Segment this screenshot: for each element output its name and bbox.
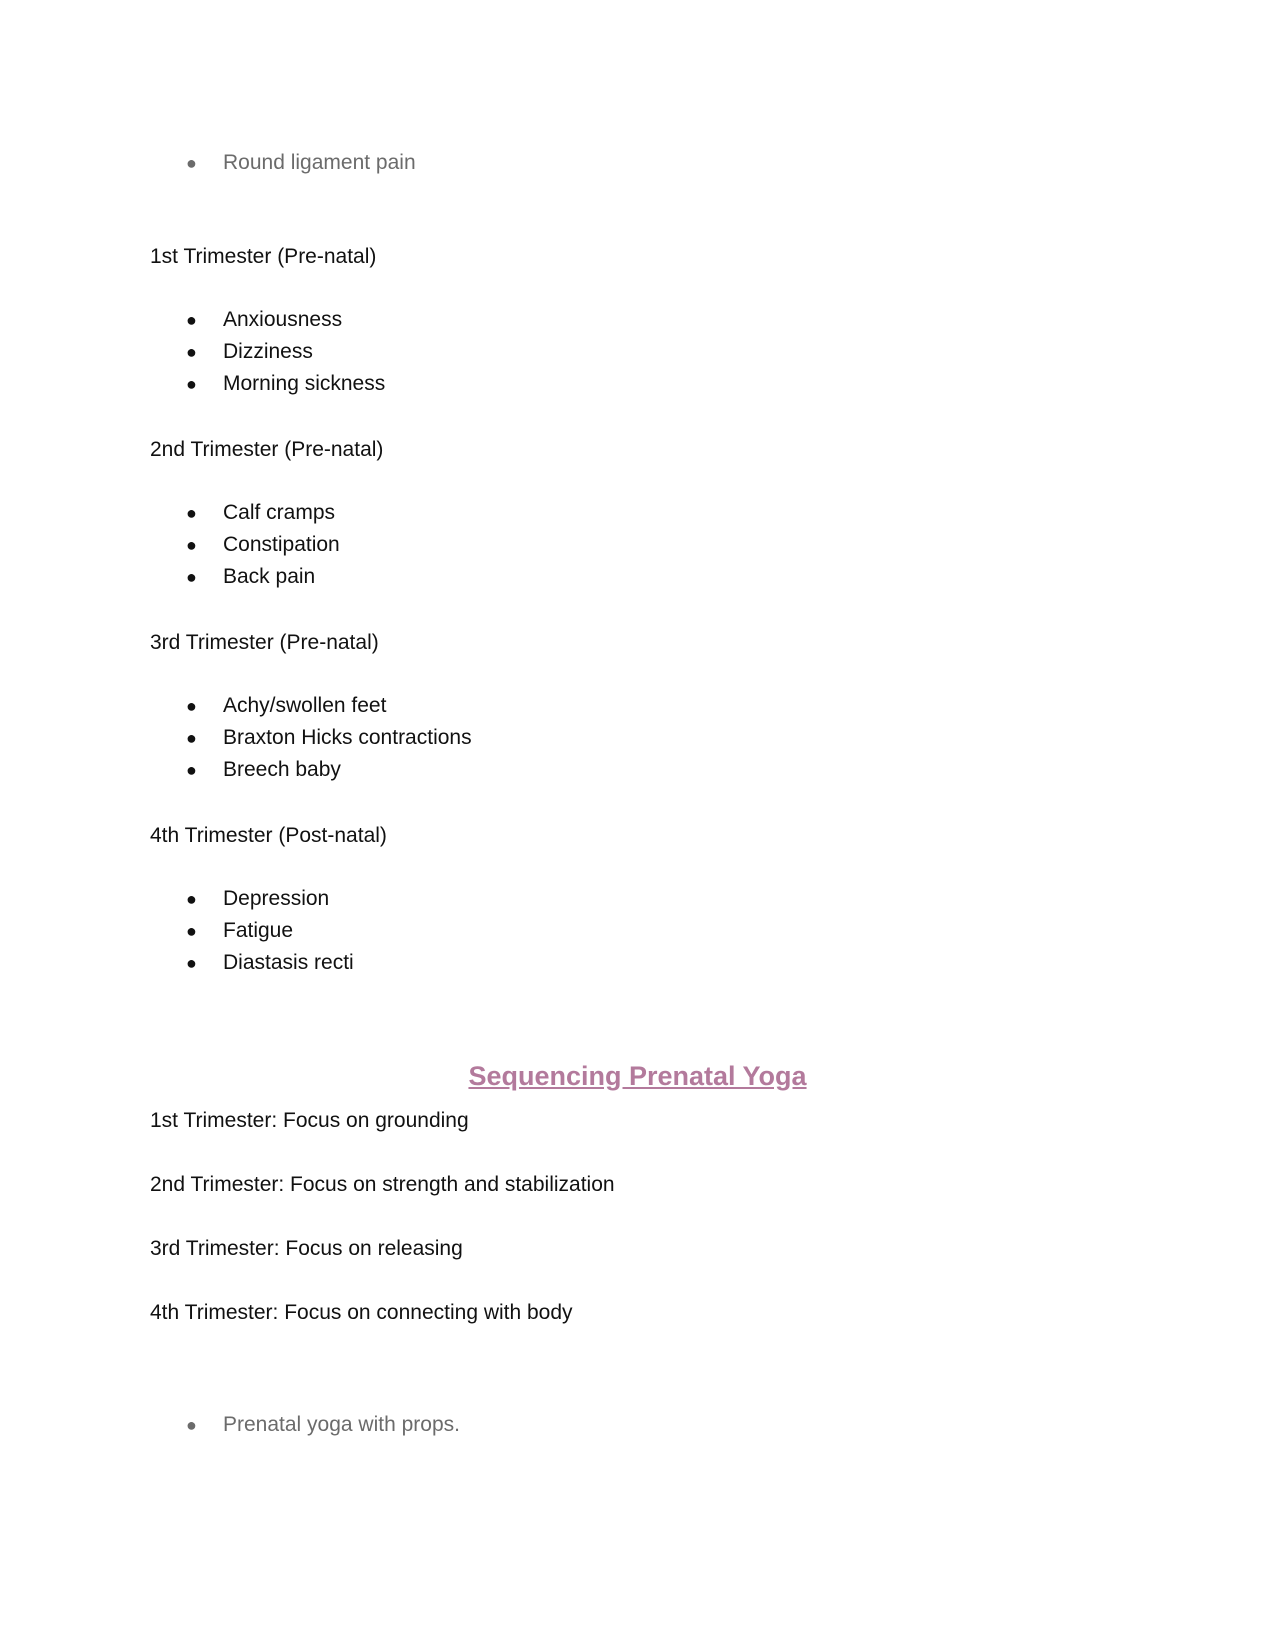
list-item [186,500,335,526]
bullet-icon: ● [186,342,197,362]
bullet-icon: ● [186,1415,197,1435]
list-item [186,950,354,976]
list-item-text: Back pain [223,565,316,588]
bullet-icon: ● [186,153,197,173]
list-item-text: Diastasis recti [223,951,354,974]
list-item [186,564,315,590]
list-item [186,339,313,365]
list-item-round-ligament-pain [186,150,416,176]
focus-line-3: 3rd Trimester: Focus on releasing [150,1237,463,1260]
list-item-text: Calf cramps [223,501,336,524]
bullet-icon: ● [186,728,197,748]
list-item-text: Dizziness [223,340,313,363]
bullet-icon: ● [186,953,197,973]
bullet-icon: ● [186,310,197,330]
trimester-4-title: 4th Trimester (Post-natal) [150,824,387,847]
bullet-icon: ● [186,535,197,555]
list-item-text: Round ligament pain [223,151,416,174]
trimester-3-title: 3rd Trimester (Pre-natal) [150,631,379,654]
list-item-text: Braxton Hicks contractions [223,726,472,749]
focus-line-1: 1st Trimester: Focus on grounding [150,1109,469,1132]
trimester-1-title: 1st Trimester (Pre-natal) [150,245,377,268]
list-item-prenatal-yoga-props [186,1412,460,1438]
trimester-2-title: 2nd Trimester (Pre-natal) [150,438,384,461]
list-item-text: Anxiousness [223,308,343,331]
bullet-icon: ● [186,921,197,941]
bullet-icon: ● [186,696,197,716]
list-item-text: Fatigue [223,919,294,942]
bullet-icon: ● [186,503,197,523]
bullet-icon: ● [186,567,197,587]
list-item [186,918,293,944]
list-item [186,886,329,912]
sequencing-heading: Sequencing Prenatal Yoga [468,1061,807,1091]
list-item [186,757,341,783]
bullet-icon: ● [186,374,197,394]
list-item-text: Depression [223,887,330,910]
bullet-icon: ● [186,889,197,909]
list-item-text: Constipation [223,533,340,556]
bullet-icon: ● [186,760,197,780]
list-item [186,371,385,397]
list-item-text: Prenatal yoga with props. [223,1413,460,1436]
list-item [186,532,340,558]
focus-line-2: 2nd Trimester: Focus on strength and stabilization [150,1173,615,1196]
list-item [186,693,386,719]
list-item [186,307,342,333]
list-item-text: Achy/swollen feet [223,694,387,717]
list-item-text: Breech baby [223,758,341,781]
list-item [186,725,472,751]
focus-line-4: 4th Trimester: Focus on connecting with body [150,1301,573,1324]
list-item-text: Morning sickness [223,372,386,395]
